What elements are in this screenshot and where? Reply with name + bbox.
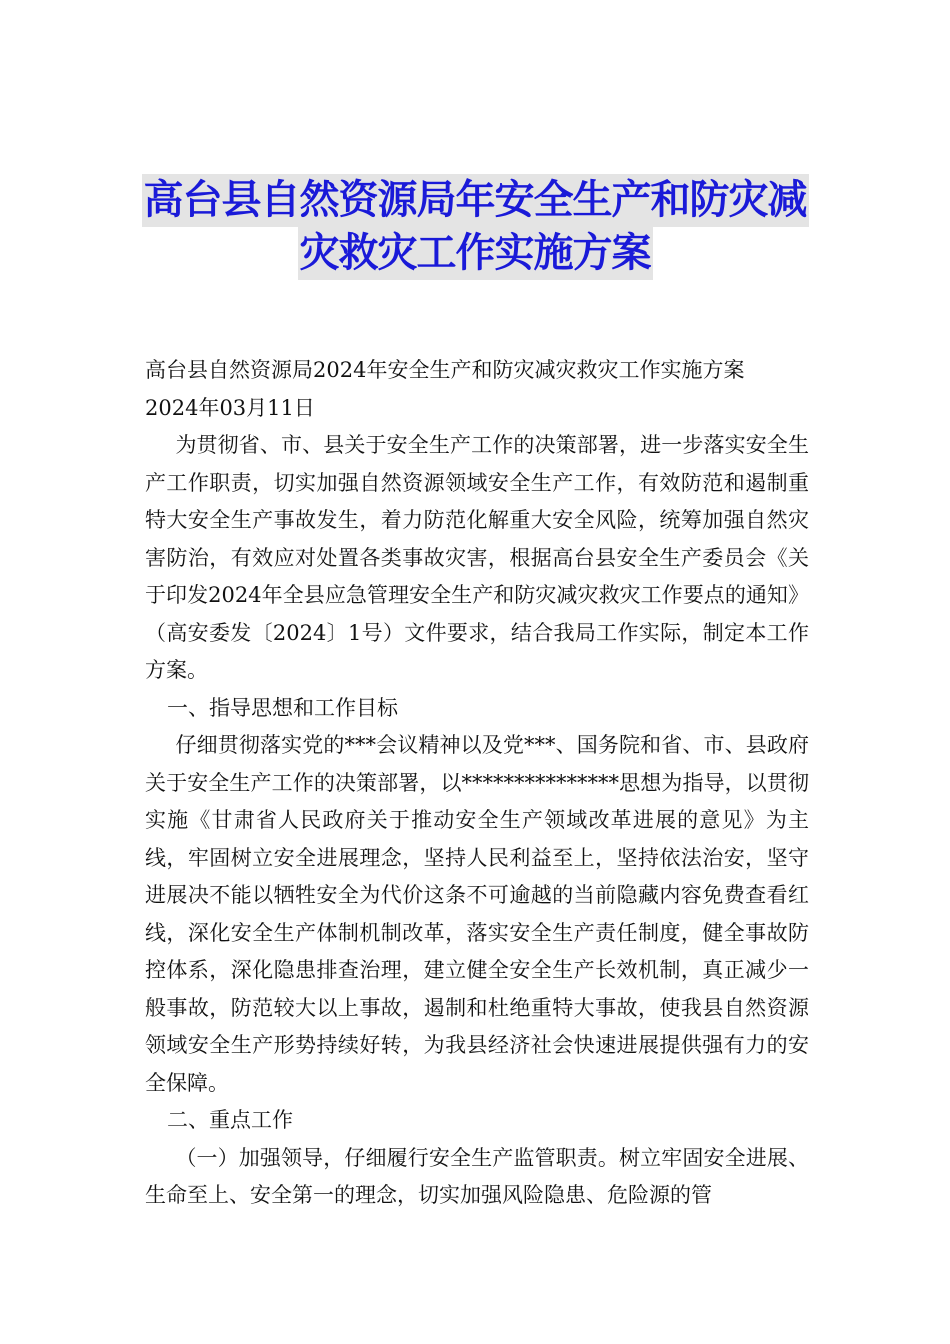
- document-date: 2024年03月11日: [145, 395, 315, 420]
- key-work-paragraph: （一）加强领导，仔细履行安全生产监管职责。树立牢固安全进展、生命至上、安全第一的理念，切实加强风险隐患、危险源的管: [145, 1145, 809, 1207]
- document-body: [145, 352, 809, 1215]
- document-subtitle: 高台县自然资源局2024年安全生产和防灾减灾救灾工作实施方案: [145, 358, 745, 382]
- document-title: [0, 174, 950, 280]
- intro-paragraph: 为贯彻省、市、县关于安全生产工作的决策部署，进一步落实安全生产工作职责，切实加强自然资源领域安全生产工作，有效防范和遏制重特大安全生产事故发生，着力防范化解重大安全风险，统筹加强自然灾害防治，有效应对处置各类事故灾害，根据高台县安全生产委员会《关于印发2024年全县应急管理安全生产和防灾减灾救灾工作要点的通知》（高安委发〔2024〕1号）文件要求，结合我局工作实际，制定本工作方案。: [145, 433, 809, 682]
- section-heading-2: 二、重点工作: [167, 1108, 294, 1132]
- title-line-2: 灾救灾工作实施方案: [298, 227, 653, 280]
- guiding-paragraph: 仔细贯彻落实党的***会议精神以及党***、国务院和省、市、县政府关于安全生产工作的决策部署，以***************思想为指导，以贯彻实施《甘肃省人民政府关于推动安全生产领域改革进展的意见》为主线，牢固树立安全进展理念，坚持人民利益至上，坚持依法治安，坚守进展决不能以牺牲安全为代价这条不可逾越的当前隐藏内容免费查看红线，深化安全生产体制机制改革，落实安全生产责任制度，健全事故防控体系，深化隐患排查治理，建立健全安全生产长效机制，真正减少一般事故，防范较大以上事故，遏制和杜绝重特大事故，使我县自然资源领域安全生产形势持续好转，为我县经济社会快速进展提供强有力的安全保障。: [145, 733, 809, 1095]
- section-heading-1: 一、指导思想和工作目标: [167, 695, 399, 720]
- title-line-1: 高台县自然资源局年安全生产和防灾减: [142, 174, 809, 227]
